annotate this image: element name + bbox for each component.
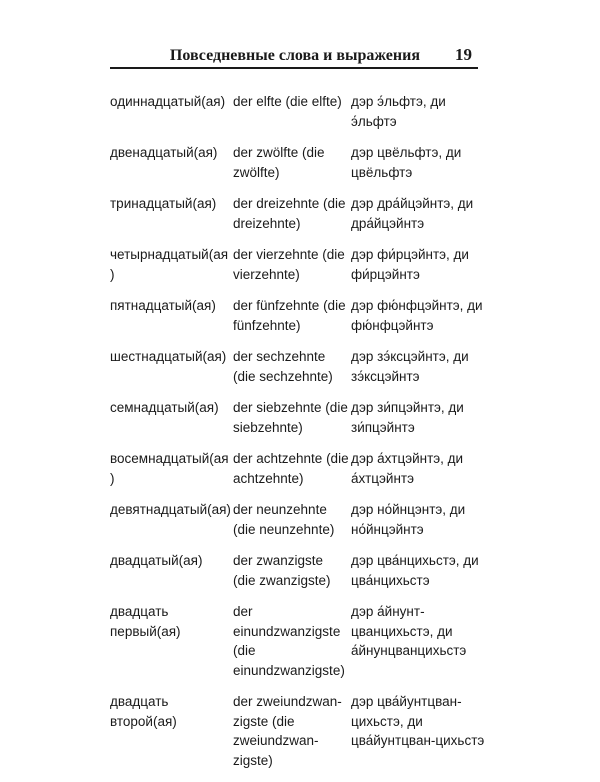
russian-word: тринадцатый(ая) <box>110 196 217 211</box>
transcription: дэр цва́йунтцван-цихьстэ, ди цва́йунтцван-цихьстэ <box>351 694 485 748</box>
russian-word: двадцать второй(ая) <box>110 694 177 729</box>
transcription: дэр цвёльфтэ, ди цвёльфтэ <box>351 145 462 180</box>
russian-word: двадцать первый(ая) <box>110 604 181 639</box>
german-word: der zwölfte (die zwölfte) <box>233 145 325 180</box>
german-word: der zweiundzwan-zigste (die zweiundzwan-zigste) <box>233 694 342 768</box>
german-word: der siebzehnte (die siebzehnte) <box>233 400 348 435</box>
table-row <box>110 296 490 335</box>
transcription: дэр цва́нцихьстэ, ди цва́нцихьстэ <box>351 553 479 588</box>
russian-word: пятнадцатый(ая) <box>110 298 216 313</box>
table-row <box>110 602 490 680</box>
transcription: дэр дра́йцэйнтэ, ди дра́йцэйнтэ <box>351 196 474 231</box>
table-row <box>110 194 490 233</box>
russian-word: семнадцатый(ая) <box>110 400 219 415</box>
russian-word: двадцатый(ая) <box>110 553 203 568</box>
german-word: der neunzehnte (die neunzehnte) <box>233 502 335 537</box>
german-word: der einundzwanzigste (die einundzwanzigste) <box>233 604 345 678</box>
german-word: der zwanzigste (die zwanzigste) <box>233 553 331 588</box>
page-number: 19 <box>455 45 472 64</box>
german-word: der vierzehnte (die vierzehnte) <box>233 247 345 282</box>
table-row <box>110 692 490 770</box>
german-word: der dreizehnte (die dreizehnte) <box>233 196 346 231</box>
header-rule <box>110 67 478 69</box>
russian-word: одиннадцатый(ая) <box>110 94 226 109</box>
table-row <box>110 347 490 386</box>
german-word: der elfte (die elfte) <box>233 94 342 109</box>
page-header <box>110 44 478 66</box>
german-word: der sechzehnte (die sechzehnte) <box>233 349 333 384</box>
transcription: дэр а́йнунт-цванцихьстэ, ди а́йнунцванцихьстэ <box>351 604 467 658</box>
transcription: дэр фи́рцэйнтэ, ди фи́рцэйнтэ <box>351 247 469 282</box>
table-row <box>110 500 490 539</box>
table-row <box>110 398 490 437</box>
transcription: дэр зэ́ксцэйнтэ, ди зэ́ксцэйнтэ <box>351 349 469 384</box>
transcription: дэр фю́нфцэйнтэ, ди фю́нфцэйнтэ <box>351 298 483 333</box>
transcription: дэр зи́пцэйнтэ, ди зи́пцэйнтэ <box>351 400 464 435</box>
russian-word: восемнадцатый(ая) <box>110 451 229 486</box>
vocabulary-table <box>110 92 490 782</box>
running-title: Повседневные слова и выражения <box>169 47 420 64</box>
transcription: дэр но́йнцэнтэ, ди но́йнцэйнтэ <box>351 502 466 537</box>
table-row <box>110 143 490 182</box>
transcription: дэр а́хтцэйнтэ, ди а́хтцэйнтэ <box>351 451 464 486</box>
german-word: der fünfzehnte (die fünfzehnte) <box>233 298 346 333</box>
russian-word: двенадцатый(ая) <box>110 145 218 160</box>
table-row <box>110 92 490 131</box>
german-word: der achtzehnte (die achtzehnte) <box>233 451 349 486</box>
transcription: дэр э́льфтэ, ди э́льфтэ <box>351 94 446 129</box>
table-row <box>110 245 490 284</box>
russian-word: шестнадцатый(ая) <box>110 349 227 364</box>
russian-word: девятнадцатый(ая) <box>110 502 231 517</box>
table-row <box>110 551 490 590</box>
russian-word: четырнадцатый(ая) <box>110 247 229 282</box>
table-row <box>110 449 490 488</box>
